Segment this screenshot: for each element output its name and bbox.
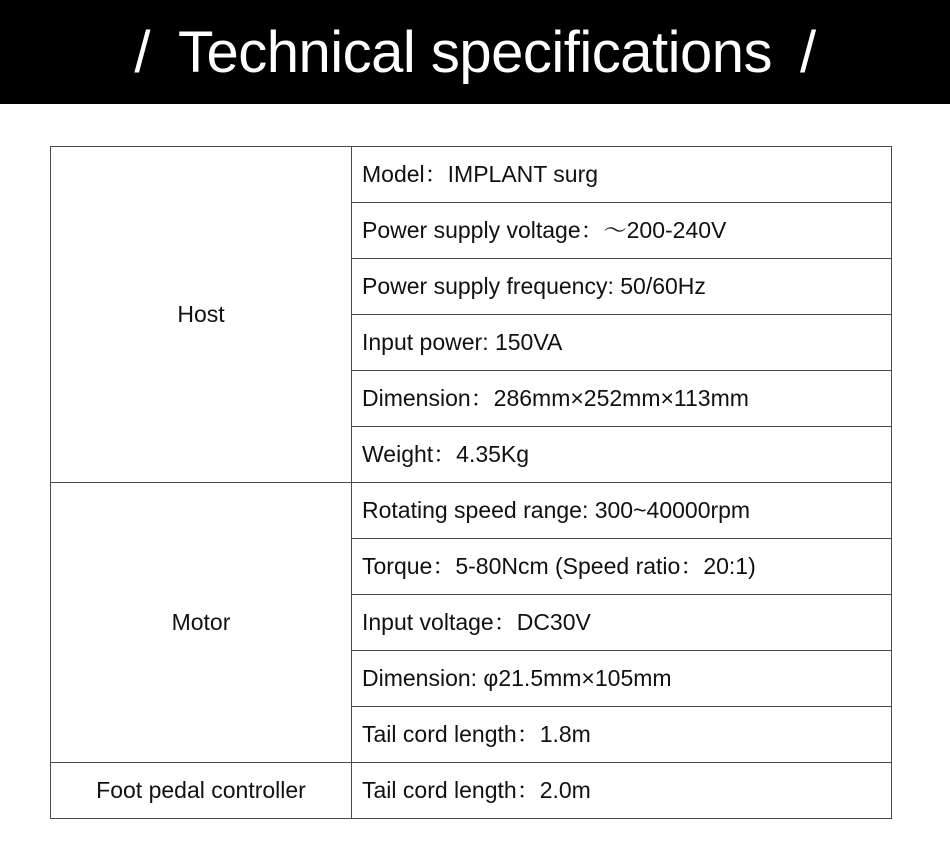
table-row — [51, 483, 892, 539]
spec-value: Weight：4.35Kg — [352, 427, 892, 483]
table-row — [51, 147, 892, 203]
title-slash-left: / — [134, 19, 150, 85]
spec-value: Input voltage：DC30V — [352, 595, 892, 651]
spec-value: Dimension: φ21.5mm×105mm — [352, 651, 892, 707]
category-motor: Motor — [51, 483, 352, 763]
specifications-table — [50, 146, 892, 819]
spec-value: Tail cord length：2.0m — [352, 763, 892, 819]
page-title: Technical specifications — [177, 19, 773, 85]
title-banner — [0, 0, 950, 104]
spec-value: Power supply frequency: 50/60Hz — [352, 259, 892, 315]
title-slash-right: / — [800, 19, 816, 85]
spec-value: Torque：5-80Ncm (Speed ratio：20:1) — [352, 539, 892, 595]
category-foot-pedal-controller: Foot pedal controller — [51, 763, 352, 819]
spec-value: Dimension：286mm×252mm×113mm — [352, 371, 892, 427]
table-row — [51, 763, 892, 819]
spec-value: Power supply voltage：～200-240V — [352, 203, 892, 259]
spec-value: Tail cord length：1.8m — [352, 707, 892, 763]
category-host: Host — [51, 147, 352, 483]
spec-value: Input power: 150VA — [352, 315, 892, 371]
spec-value: Rotating speed range: 300~40000rpm — [352, 483, 892, 539]
spec-value: Model：IMPLANT surg — [352, 147, 892, 203]
